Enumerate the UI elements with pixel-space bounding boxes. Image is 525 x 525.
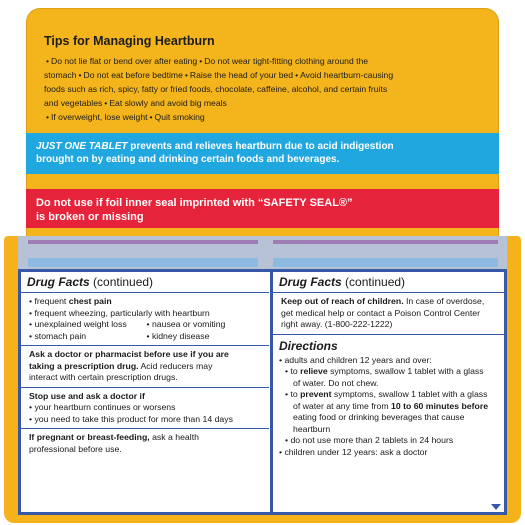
carton-body [4,236,521,523]
bullet-icon: • [184,70,188,80]
drug-facts-label: Drug Facts [27,275,90,289]
keep-out-line [281,296,499,308]
symptoms-section [21,293,269,346]
symptom-line: • nausea or vomiting [146,319,226,329]
direction-line [279,401,498,413]
tip-item: and vegetables [44,98,103,108]
symptom-text: • frequent [29,296,69,306]
inner-print-stripe [28,258,258,267]
tips-line [44,54,484,68]
keep-out-line: get medical help or contact a Poison Control Center [281,307,480,318]
stop-use-section [21,388,269,430]
banner-text: prevents and relieves heartburn due to acid indigestion [127,141,394,152]
tips-list [44,54,484,124]
carton-top-flap [26,8,499,240]
banner-text-line2: brought on by eating and drinking certain foods and beverages. [36,154,340,165]
bullet-icon: • [46,112,50,122]
keep-out-line: right away. (1-800-222-1222) [281,319,393,329]
symptom-line: • unexplained weight loss [29,319,127,329]
direction-line: of water. Do not chew. [293,377,379,388]
tip-item: Eat slowly and avoid big meals [109,98,227,108]
safety-seal-warning [26,189,499,228]
tip-item: Do not lie flat or bend over after eating [51,56,198,66]
direction-line: • do not use more than 2 tablets in 24 hours [285,435,454,445]
direction-line [279,389,498,401]
continued-label: (continued) [341,275,406,289]
tips-line [44,96,484,110]
symptom-pair [29,331,264,343]
direction-bold: 10 to 60 minutes before [391,400,489,411]
symptom-line: • stomach pain [29,330,87,341]
directions-section [273,335,504,459]
direction-text: • to [285,366,301,376]
stop-use-title: Stop use and ask a doctor if [29,390,145,401]
direction-bold: prevent [300,389,332,399]
stop-use-line: • your heartburn continues or worsens [29,402,176,412]
bullet-icon: • [78,70,82,80]
continued-label: (continued) [89,275,154,289]
bullet-icon: • [295,70,299,80]
keep-out-section [273,293,504,335]
ask-text: Acid reducers may [138,360,213,371]
drug-facts-right-column [273,272,504,458]
tip-item: stomach [44,70,77,80]
tip-item: If overweight, lose weight [51,112,148,122]
tips-title: Tips for Managing Heartburn [44,34,215,48]
direction-text: symptoms, swallow 1 tablet with a glass [331,389,488,399]
symptom-line: • frequent wheezing, particularly with heartburn [29,307,210,318]
directions-title: Directions [279,338,338,353]
drug-facts-label: Drug Facts [279,275,342,289]
banner-lead: JUST ONE TABLET [36,141,128,152]
carton-inner-edge [18,236,507,269]
drug-facts-panel [18,269,507,515]
direction-line: eating food or drinking beverages that cause [293,412,465,422]
continue-arrow-icon [491,504,501,510]
symptom-pair [29,319,264,331]
tip-item: Do not wear tight-fitting clothing around the [204,56,369,66]
drug-facts-left-column [21,272,269,458]
pregnancy-line: professional before use. [29,443,122,454]
tip-item: Do not eat before bedtime [83,70,183,80]
keep-out-text: In case of overdose, [403,296,485,306]
direction-line: • adults and children 12 years and over: [279,354,432,365]
pregnancy-line [29,432,264,444]
tips-line [44,68,484,82]
tips-line [44,82,484,96]
direction-line: • children under 12 years: ask a doctor [279,446,428,457]
direction-text: • to [285,389,301,399]
pregnancy-bold: If pregnant or breast-feeding, [29,432,150,442]
tips-section [44,34,484,124]
pregnancy-text: ask a health [149,432,199,442]
inner-print-stripe [273,240,498,244]
symptom-line: • kidney disease [146,330,210,341]
tip-item: foods such as rich, spicy, fatty or fried foods, chocolate, caffeine, alcohol, and certain fruits [44,84,388,94]
bullet-icon: • [46,56,50,66]
warning-line2: is broken or missing [36,211,144,223]
direction-text: of water at any time from [293,400,392,411]
ask-line: interact with certain prescription drugs. [29,372,178,382]
stop-use-line: • you need to take this product for more than 14 days [29,413,233,424]
tip-item: Quit smoking [154,112,205,122]
pregnancy-section [21,429,269,458]
direction-bold: relieve [300,366,328,376]
tip-item: Avoid heartburn-causing [300,70,394,80]
direction-line [279,366,498,378]
tip-item: Raise the head of your bed [189,70,294,80]
drug-facts-header-right [273,272,504,293]
bullet-icon: • [149,112,153,122]
bullet-icon: • [199,56,203,66]
warning-line1: Do not use if foil inner seal imprinted with “SAFETY SEAL®” [36,197,353,209]
keep-out-bold: Keep out of reach of children. [281,296,404,306]
ask-line: Ask a doctor or pharmacist before use if you are [29,349,229,359]
directions-list [273,355,504,459]
inner-print-stripe [273,258,498,267]
drug-facts-header-left [21,272,269,293]
tips-line [44,110,484,124]
inner-print-stripe [28,240,258,244]
symptom-bold: chest pain [68,296,112,306]
bullet-icon: • [104,98,108,108]
ask-bold: taking a prescription drug. [29,360,139,371]
one-tablet-banner [26,133,499,174]
direction-line: heartburn [293,423,331,434]
symptom-line [29,296,264,308]
direction-text: symptoms, swallow 1 tablet with a glass [327,366,484,376]
ask-doctor-section [21,346,269,388]
ask-line [29,361,264,373]
